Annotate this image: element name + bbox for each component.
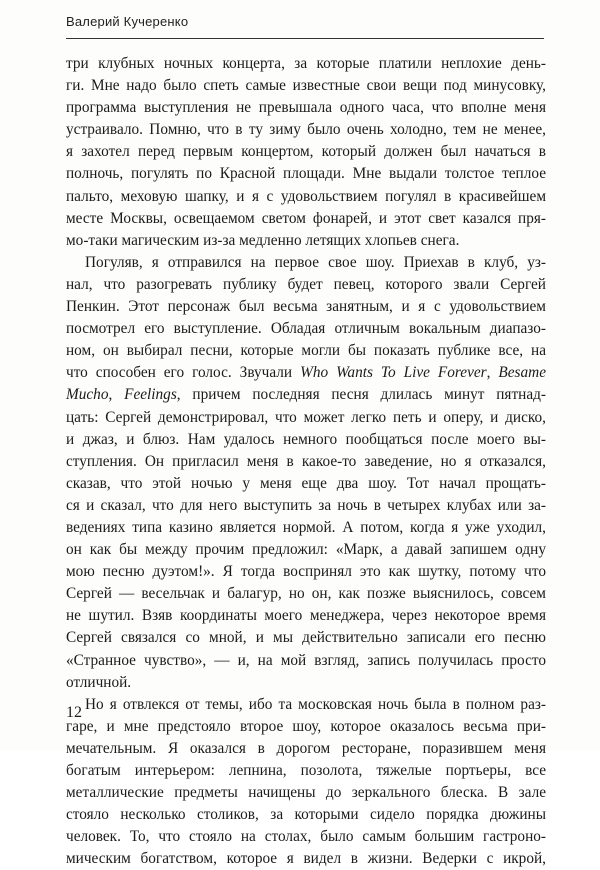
text-line: мечательным. Я оказался в дорогом ресторане, поразившем меня (66, 739, 546, 757)
text-line: Погуляв, я отправился на первое свое шоу. Приехав в клуб, уз- (85, 253, 546, 271)
song-title-italic: Feelings (124, 386, 177, 404)
text-line: Но я отвлекся от темы, ибо та московская ночь была в полном раз- (85, 695, 546, 713)
text-line: ги. Мне надо было спеть самые известные свои вещи под минусовку, (66, 77, 546, 95)
body-text (66, 53, 546, 870)
text-line: ся и сказал, что для него выступить за ночь в четырех клубах или за- (66, 496, 546, 514)
text-line: сказав, что этой ночью у меня еще два шоу. Тот начал прощать- (66, 474, 546, 492)
text-line: я захотел перед первым концертом, который должен был начаться в (66, 143, 546, 161)
text-line: ведениях типа казино является нормой. А потом, когда я уже уходил, (66, 518, 546, 536)
text-line: мическим богатством, которое я видел в жизни. Ведерки с икрой, (66, 850, 546, 868)
text-line: пальто, меховую шапку, и я с удовольствием погулял в красивейшем (66, 187, 546, 205)
text-line: ном, он выбирал песни, которые могли бы показать публике все, на (66, 342, 546, 360)
text-line: богатым интерьером: лепнина, позолота, тяжелые портьеры, все (66, 762, 546, 779)
text-line: устраивало. Помню, что в ту зиму было очень холодно, тем не менее, (66, 121, 546, 139)
text-line: посмотрел его выступление. Обладая отличным вокальным диапазо- (66, 320, 546, 338)
text-line: металлические предметы начищены до зеркального блеска. В зале (66, 784, 546, 802)
paragraph-1 (66, 53, 546, 252)
text-line-with-italics (66, 362, 546, 384)
text-line: нал, что разогревать публику будет певец, которого звали Сергей (66, 275, 546, 293)
text-line: полночь, погулять по Красной площади. Мне выдали толстое теплое (66, 165, 546, 183)
text-fragment: что способен его голос. Звучали (66, 364, 301, 382)
text-line: Сергей связался со мной, и мы действительно записали его песню (66, 629, 546, 647)
song-title-italic: Besame (498, 364, 546, 382)
text-line: цать: Сергей демонстрировал, что может легко петь и оперу, и диско, (66, 408, 546, 426)
text-line: отличной. (66, 673, 132, 691)
text-line: и джаз, и блюз. Нам удалось немного пообщаться после моего вы- (66, 430, 546, 448)
text-line: Сергей — весельчак и балагур, но он, как позже выяснилось, совсем (66, 585, 546, 603)
page-number: 12 (66, 704, 82, 721)
text-line: три клубных ночных концерта, за которые платили неплохие день- (66, 55, 546, 72)
paragraph-2 (66, 252, 546, 694)
text-line: стояло несколько столиков, за которыми сидело порядка дюжины (66, 806, 546, 824)
text-line: программа выступления не превышала одного часа, что вполне меня (66, 99, 546, 117)
text-line-with-italics (66, 384, 546, 406)
header-rule (66, 38, 544, 39)
text-fragment: , (486, 364, 499, 382)
text-line: не шутил. Взяв координаты моего менеджера, через некоторое время (66, 607, 546, 625)
text-line: ступления. Он пригласил меня в какое-то заведение, но я отказался, (66, 452, 546, 470)
text-fragment: , (108, 386, 125, 404)
text-line: человек. То, что стояло на столах, было самым большим гастроно- (66, 828, 546, 846)
text-fragment: , причем последняя песня длилась минут пятнад- (176, 386, 546, 404)
text-line: он как бы между прочим предложил: «Марк, а давай запишем одну (66, 541, 546, 559)
running-head-title: Валерий Кучеренко (66, 14, 189, 29)
text-line: Пенкин. Этот персонаж был весьма занятным, и я с удовольствием (66, 298, 546, 316)
text-line: мою песню дуэтом!». Я тогда воспринял это как шутку, потому что (66, 563, 546, 581)
text-line: гаре, и мне предстояло второе шоу, которое оказалось весьма при- (66, 717, 546, 735)
text-line: мо-таки магическим из-за медленно летящих хлопьев снега. (66, 231, 460, 249)
paragraph-3 (66, 694, 546, 870)
text-line: месте Москвы, освещаемом светом фонарей, и этот свет казался пря- (66, 209, 546, 227)
text-line: «Странное чувство», — и, на мой взгляд, запись получилась просто (66, 651, 546, 669)
song-title-italic: Mucho (66, 386, 109, 404)
song-title-italic: Who Wants To Live Forever (300, 364, 487, 382)
